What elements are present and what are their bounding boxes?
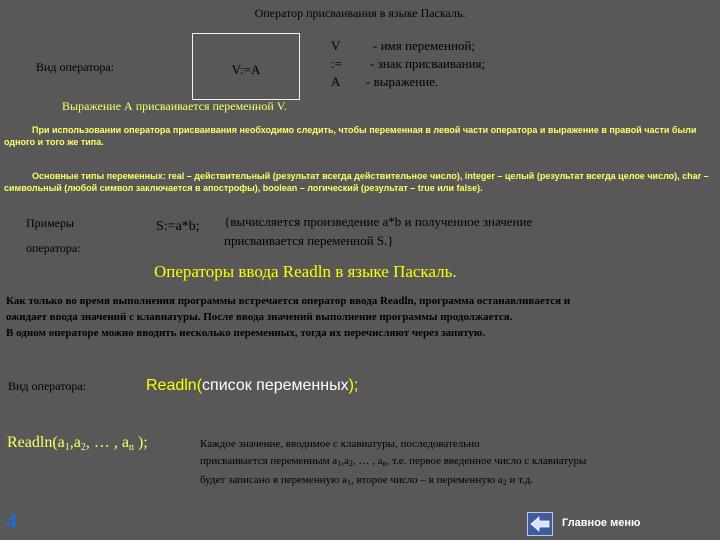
readln-syntax-args: список переменных xyxy=(202,377,349,394)
legend-symbol-a: A xyxy=(331,74,341,89)
example-comment: {вычисляется произведение a*b и полученное значение присваивается переменной S.} xyxy=(224,214,533,248)
input-view-label: Вид оператора: xyxy=(8,379,87,393)
type-match-note: При использовании оператора присваивания необходимо следить, чтобы переменная в левой части оператора и выражение в правой части были одного и того же типа. xyxy=(4,125,697,147)
input-heading: Операторы ввода Readln в языке Паскаль. xyxy=(154,262,457,281)
example-code: S:=a*b; xyxy=(156,219,200,234)
slide-title: Оператор присваивания в языке Паскаль. xyxy=(254,6,466,20)
input-paragraph xyxy=(6,293,718,341)
legend-text-assign: - знак присваивания; xyxy=(370,56,486,71)
legend-symbol-v: V xyxy=(331,38,341,53)
input-paragraph-line-3: В одном операторе можно вводить несколько переменных, тогда их перечисляют через запятую. xyxy=(6,327,486,339)
readln-syntax-suffix: ); xyxy=(348,377,359,394)
examples-label-1: Примеры xyxy=(26,216,75,230)
readln-syntax xyxy=(146,377,358,395)
readln-description: Каждое значение, вводимое с клавиатуры, последовательно присваивается переменным $a_1,a_2$, … , $a_n$, т.е. первое введенное число с клавиатуры будет записано в переменную $a_1$, второе число – в переменную $a_2$ и т.д. xyxy=(200,438,587,487)
main-menu-arrow-button[interactable] xyxy=(527,512,553,536)
main-menu-link[interactable]: Главное меню xyxy=(562,517,641,529)
page-number: 4 xyxy=(6,508,17,533)
variable-types-note: Основные типы переменных: real – действительный (результат всегда действительное число), integer – целый (результат всегда целое число), char – символьный (любой символ заключается в апострофы), boolean – логический (результат – true или false). xyxy=(4,171,709,193)
expression-note: Выражение А присваивается переменной V. xyxy=(62,99,287,113)
readln-example: $Readln(a_1,a_2$, … , $a_n$ ); xyxy=(7,434,148,453)
input-paragraph-line-1: Как только во время выполнения программы встречается оператор ввода Readln, программа останавливается и xyxy=(6,295,571,307)
legend-text-a: - выражение. xyxy=(366,74,439,89)
input-paragraph-line-2: ожидает ввода значений с клавиатуры. После ввода значений выполнение программы продолжается. xyxy=(6,311,513,323)
operator-view-label: Вид оператора: xyxy=(36,60,115,74)
readln-syntax-prefix: Readln( xyxy=(146,377,203,394)
legend-symbol-assign: := xyxy=(331,56,342,71)
operator-box xyxy=(192,33,300,100)
arrow-left-icon xyxy=(530,516,550,532)
legend-text-v: - имя переменной; xyxy=(373,38,475,53)
examples-label-2: оператора: xyxy=(26,241,81,255)
operator-formula: V:=A xyxy=(231,62,261,77)
